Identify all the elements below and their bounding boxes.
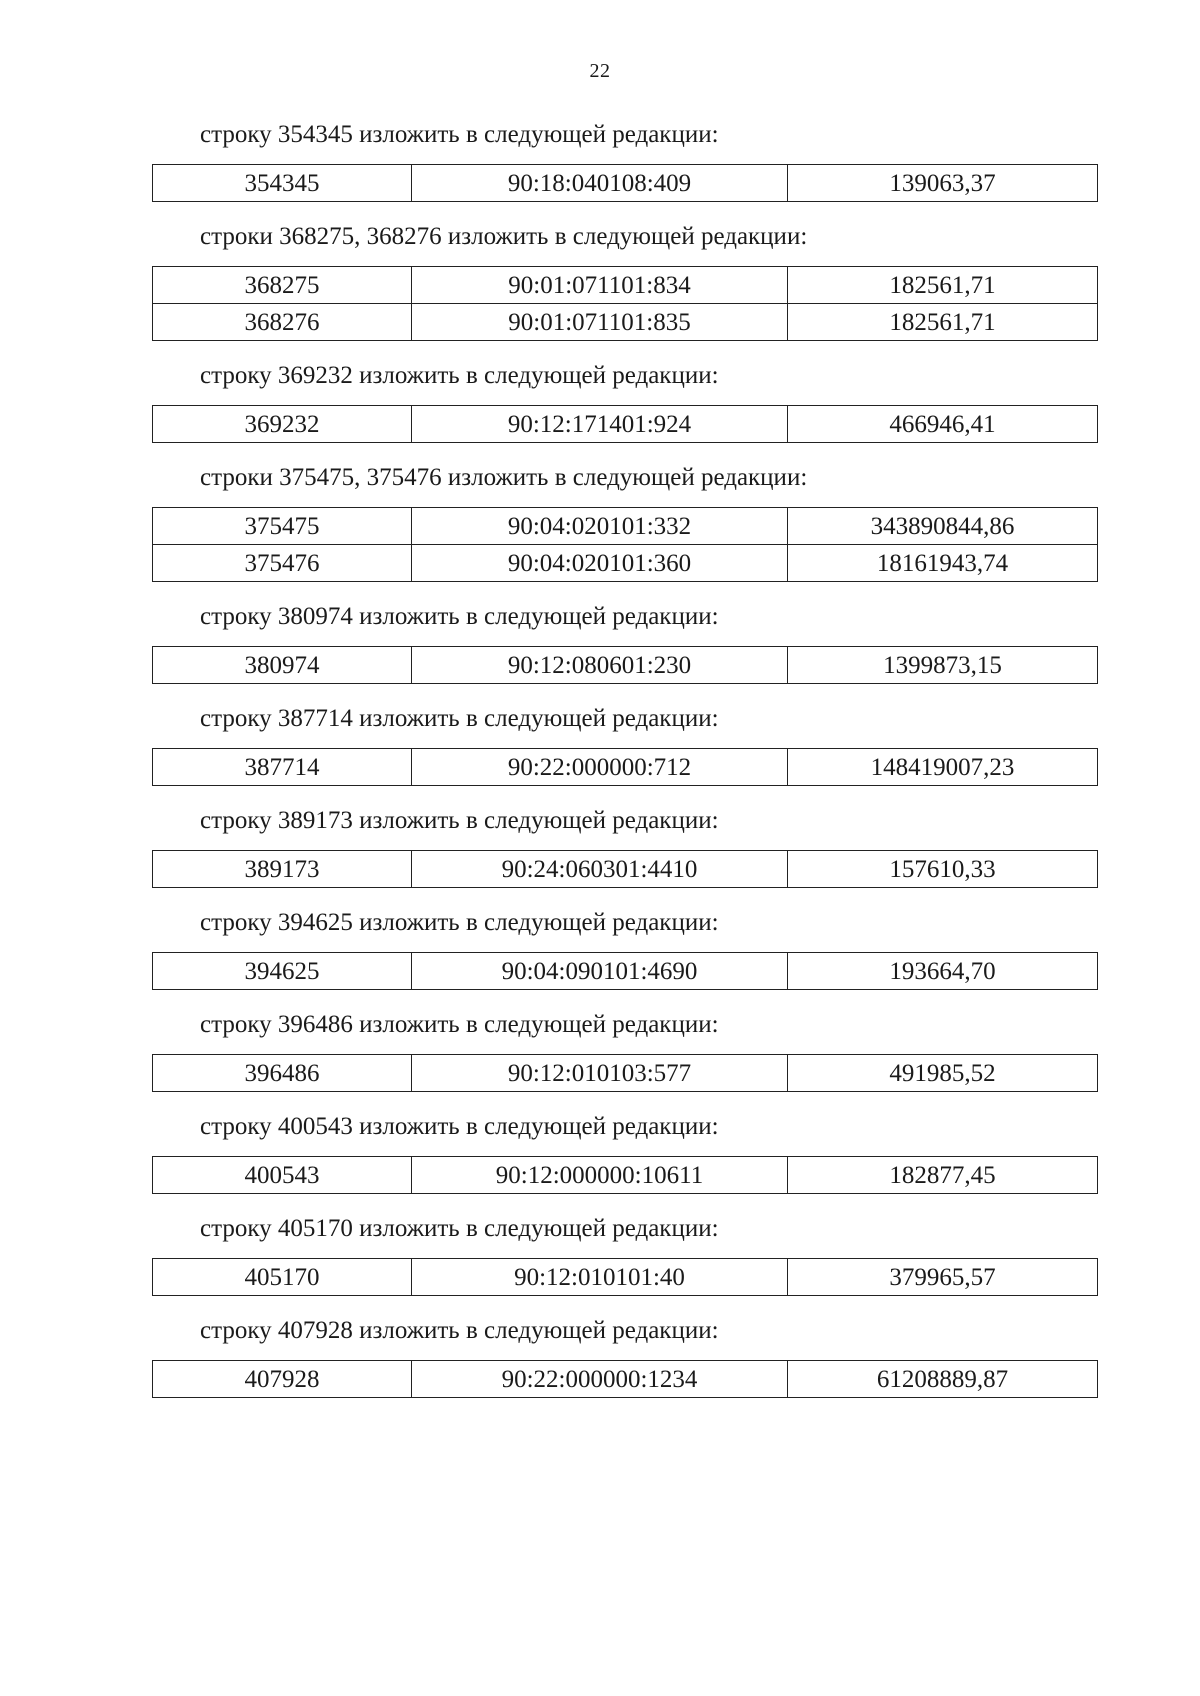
cadastral-number-cell: 90:18:040108:409 <box>412 165 788 202</box>
table-row <box>153 545 1098 582</box>
value-cell: 379965,57 <box>788 1259 1098 1296</box>
entry-table <box>152 1054 1098 1092</box>
row-number-cell: 368275 <box>153 267 412 304</box>
row-number-cell: 375476 <box>153 545 412 582</box>
table-row <box>153 165 1098 202</box>
amendment-block <box>152 461 1098 582</box>
instruction-text: строку 407928 изложить в следующей редакции: <box>200 1317 719 1344</box>
row-number-cell: 407928 <box>153 1361 412 1398</box>
entry-table <box>152 850 1098 888</box>
value-cell: 466946,41 <box>788 406 1098 443</box>
table-row <box>153 508 1098 545</box>
cadastral-number-cell: 90:22:000000:1234 <box>412 1361 788 1398</box>
cadastral-number-cell: 90:04:020101:360 <box>412 545 788 582</box>
table-row <box>153 267 1098 304</box>
entry-table <box>152 266 1098 341</box>
value-cell: 1399873,15 <box>788 647 1098 684</box>
table-row <box>153 851 1098 888</box>
cadastral-number-cell: 90:12:010101:40 <box>412 1259 788 1296</box>
row-number-cell: 387714 <box>153 749 412 786</box>
cadastral-number-cell: 90:04:020101:332 <box>412 508 788 545</box>
table-row <box>153 1259 1098 1296</box>
instruction-text: строку 405170 изложить в следующей редакции: <box>200 1215 719 1242</box>
cadastral-number-cell: 90:12:080601:230 <box>412 647 788 684</box>
instruction-text: строку 380974 изложить в следующей редакции: <box>200 603 719 630</box>
entry-table <box>152 1156 1098 1194</box>
cadastral-number-cell: 90:12:000000:10611 <box>412 1157 788 1194</box>
cadastral-number-cell: 90:01:071101:835 <box>412 304 788 341</box>
instruction-text: строки 375475, 375476 изложить в следующей редакции: <box>200 464 808 491</box>
table-row <box>153 953 1098 990</box>
table-row <box>153 1157 1098 1194</box>
amendment-block <box>152 1110 1098 1194</box>
row-number-cell: 369232 <box>153 406 412 443</box>
amendment-block <box>152 1314 1098 1398</box>
instruction-text: строку 400543 изложить в следующей редакции: <box>200 1113 719 1140</box>
row-number-cell: 368276 <box>153 304 412 341</box>
amendment-block <box>152 359 1098 443</box>
table-row <box>153 647 1098 684</box>
table-row <box>153 749 1098 786</box>
cadastral-number-cell: 90:12:010103:577 <box>412 1055 788 1092</box>
row-number-cell: 396486 <box>153 1055 412 1092</box>
entry-table <box>152 1360 1098 1398</box>
amendment-block <box>152 1008 1098 1092</box>
instruction-text: строку 354345 изложить в следующей редакции: <box>200 121 719 148</box>
row-number-cell: 380974 <box>153 647 412 684</box>
row-number-cell: 389173 <box>153 851 412 888</box>
value-cell: 491985,52 <box>788 1055 1098 1092</box>
amendment-block <box>152 1212 1098 1296</box>
entry-table <box>152 748 1098 786</box>
value-cell: 182561,71 <box>788 267 1098 304</box>
value-cell: 343890844,86 <box>788 508 1098 545</box>
document-body <box>152 118 1098 1416</box>
value-cell: 148419007,23 <box>788 749 1098 786</box>
value-cell: 193664,70 <box>788 953 1098 990</box>
value-cell: 157610,33 <box>788 851 1098 888</box>
instruction-text: строку 389173 изложить в следующей редакции: <box>200 807 719 834</box>
instruction-text: строку 387714 изложить в следующей редакции: <box>200 705 719 732</box>
cadastral-number-cell: 90:01:071101:834 <box>412 267 788 304</box>
entry-table <box>152 646 1098 684</box>
amendment-block <box>152 220 1098 341</box>
page-number: 22 <box>589 60 611 82</box>
value-cell: 18161943,74 <box>788 545 1098 582</box>
cadastral-number-cell: 90:12:171401:924 <box>412 406 788 443</box>
amendment-block <box>152 600 1098 684</box>
amendment-block <box>152 702 1098 786</box>
row-number-cell: 394625 <box>153 953 412 990</box>
amendment-block <box>152 804 1098 888</box>
table-row <box>153 1055 1098 1092</box>
row-number-cell: 405170 <box>153 1259 412 1296</box>
row-number-cell: 354345 <box>153 165 412 202</box>
instruction-text: строку 369232 изложить в следующей редакции: <box>200 362 719 389</box>
table-row <box>153 304 1098 341</box>
row-number-cell: 375475 <box>153 508 412 545</box>
value-cell: 139063,37 <box>788 165 1098 202</box>
entry-table <box>152 952 1098 990</box>
amendment-block <box>152 118 1098 202</box>
entry-table <box>152 164 1098 202</box>
instruction-text: строку 394625 изложить в следующей редакции: <box>200 909 719 936</box>
entry-table <box>152 1258 1098 1296</box>
instruction-text: строки 368275, 368276 изложить в следующей редакции: <box>200 223 808 250</box>
cadastral-number-cell: 90:22:000000:712 <box>412 749 788 786</box>
table-row <box>153 406 1098 443</box>
value-cell: 61208889,87 <box>788 1361 1098 1398</box>
cadastral-number-cell: 90:24:060301:4410 <box>412 851 788 888</box>
table-row <box>153 1361 1098 1398</box>
cadastral-number-cell: 90:04:090101:4690 <box>412 953 788 990</box>
value-cell: 182561,71 <box>788 304 1098 341</box>
amendment-block <box>152 906 1098 990</box>
row-number-cell: 400543 <box>153 1157 412 1194</box>
entry-table <box>152 507 1098 582</box>
entry-table <box>152 405 1098 443</box>
value-cell: 182877,45 <box>788 1157 1098 1194</box>
instruction-text: строку 396486 изложить в следующей редакции: <box>200 1011 719 1038</box>
